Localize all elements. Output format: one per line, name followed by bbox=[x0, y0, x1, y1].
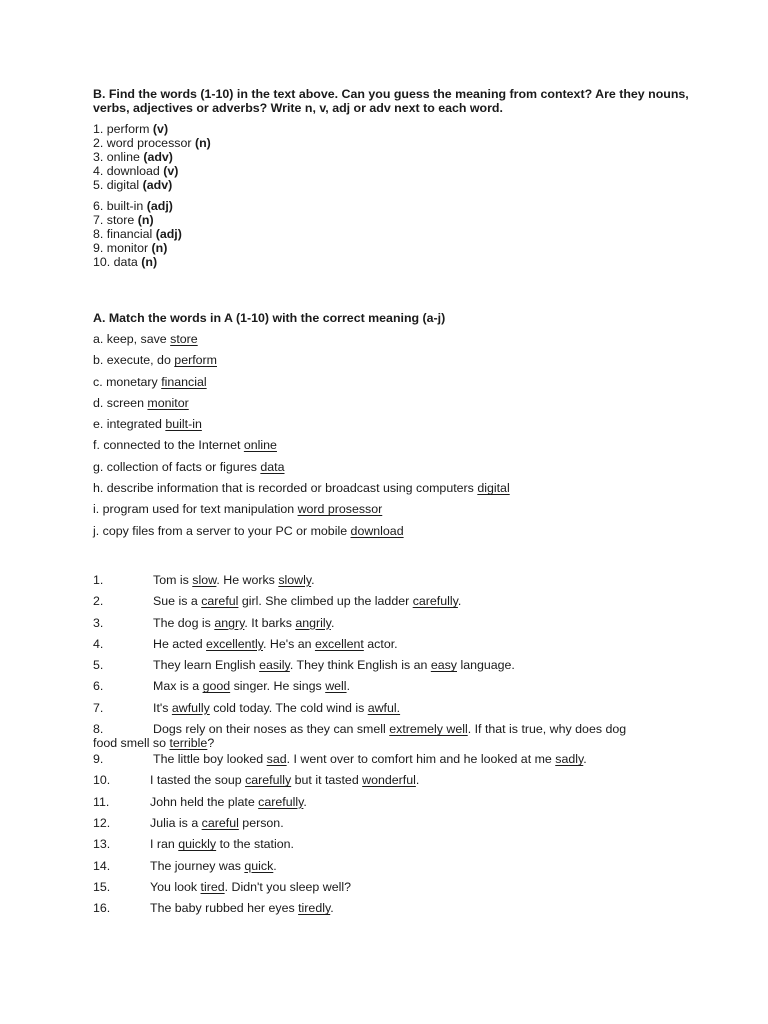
sentence-number: 6. bbox=[93, 679, 104, 694]
section-a-heading: A. Match the words in A (1-10) with the correct meaning (a-j) bbox=[93, 311, 446, 325]
sentence-row bbox=[93, 722, 673, 752]
meaning: j. copy files from a server to your PC or mobile bbox=[93, 523, 348, 538]
sentence-row bbox=[93, 773, 673, 794]
list-item bbox=[93, 199, 211, 213]
sentence-row bbox=[93, 616, 673, 637]
sentence-row bbox=[93, 837, 673, 858]
sentence-number: 8. bbox=[93, 722, 104, 737]
section-a-match-list bbox=[93, 332, 510, 545]
sentence-number: 12. bbox=[93, 815, 111, 830]
sentence-number: 15. bbox=[93, 879, 111, 894]
list-item bbox=[93, 375, 510, 396]
list-item bbox=[93, 227, 211, 241]
list-gap bbox=[93, 192, 211, 199]
word: 5. digital bbox=[93, 178, 140, 192]
meaning: e. integrated bbox=[93, 417, 162, 432]
word: 10. data bbox=[93, 255, 138, 269]
answer: monitor bbox=[147, 395, 189, 410]
list-item bbox=[93, 164, 211, 178]
sentence-row bbox=[93, 816, 673, 837]
meaning: b. execute, do bbox=[93, 353, 171, 368]
sentence-number: 5. bbox=[93, 658, 104, 673]
list-item bbox=[93, 481, 510, 502]
sentence-text: I ran quickly to the station. bbox=[150, 837, 294, 852]
section-b-heading: B. Find the words (1-10) in the text above. Can you guess the meaning from context? Are they nouns, verbs, adjectives or adverbs? Write n, v, adj or adv next to each word. bbox=[93, 87, 689, 115]
list-item bbox=[93, 213, 211, 227]
list-item bbox=[93, 417, 510, 438]
meaning: g. collection of facts or figures bbox=[93, 459, 257, 474]
list-item bbox=[93, 178, 211, 192]
answer: financial bbox=[161, 374, 207, 389]
answer: online bbox=[243, 438, 277, 453]
word: 2. word processor bbox=[93, 136, 192, 150]
word: 1. perform bbox=[93, 122, 150, 136]
list-item bbox=[93, 353, 510, 374]
sentence-text: I tasted the soup carefully but it tasted wonderful. bbox=[150, 773, 420, 788]
section-b-word-list bbox=[93, 122, 211, 269]
sentence-text: Sue is a careful girl. She climbed up the ladder carefully. bbox=[153, 594, 462, 609]
word: 7. store bbox=[93, 213, 135, 227]
sentence-text: The journey was quick. bbox=[150, 858, 277, 873]
sentence-text: Tom is slow. He works slowly. bbox=[153, 573, 315, 587]
list-item bbox=[93, 438, 510, 459]
sentence-row bbox=[93, 679, 673, 700]
word: 4. download bbox=[93, 164, 160, 178]
answer: data bbox=[260, 459, 285, 474]
part-of-speech: (n) bbox=[141, 255, 158, 269]
list-item bbox=[93, 150, 211, 164]
meaning: c. monetary bbox=[93, 374, 158, 389]
sentence-text: The little boy looked sad. I went over to comfort him and he looked at me sadly. bbox=[153, 752, 587, 767]
word: 9. monitor bbox=[93, 241, 149, 255]
meaning: h. describe information that is recorded or broadcast using computers bbox=[93, 481, 474, 496]
part-of-speech: (v) bbox=[152, 122, 169, 136]
answer: digital bbox=[477, 481, 510, 496]
sentence-text: Max is a good singer. He sings well. bbox=[153, 679, 351, 694]
meaning: i. program used for text manipulation bbox=[93, 502, 295, 517]
list-item bbox=[93, 396, 510, 417]
sentence-text: John held the plate carefully. bbox=[150, 794, 307, 809]
sentence-text: Julia is a careful person. bbox=[150, 815, 284, 830]
list-item bbox=[93, 524, 510, 545]
part-of-speech: (adj) bbox=[155, 227, 182, 241]
sentence-number: 16. bbox=[93, 901, 111, 916]
list-item bbox=[93, 241, 211, 255]
sentence-number: 10. bbox=[93, 773, 111, 788]
sentence-row bbox=[93, 594, 673, 615]
word: 3. online bbox=[93, 150, 140, 164]
answer: download bbox=[350, 523, 404, 538]
sentence-number: 13. bbox=[93, 837, 111, 852]
answer: store bbox=[170, 332, 198, 346]
sentence-text-continued: food smell so terrible? bbox=[93, 736, 215, 751]
list-item bbox=[93, 136, 211, 150]
sentence-text: It's awfully cold today. The cold wind is awful. bbox=[153, 700, 401, 715]
sentence-row bbox=[93, 795, 673, 816]
answer: built-in bbox=[165, 417, 202, 432]
part-of-speech: (n) bbox=[194, 136, 211, 150]
answer: word prosessor bbox=[297, 502, 383, 517]
list-item bbox=[93, 502, 510, 523]
list-item bbox=[93, 255, 211, 269]
word: 8. financial bbox=[93, 227, 153, 241]
sentence-row bbox=[93, 573, 673, 594]
sentence-row bbox=[93, 901, 673, 922]
sentence-text: They learn English easily. They think English is an easy language. bbox=[153, 658, 515, 673]
sentence-row bbox=[93, 658, 673, 679]
part-of-speech: (n) bbox=[151, 241, 168, 255]
part-of-speech: (v) bbox=[163, 164, 179, 178]
list-item bbox=[93, 332, 510, 353]
sentence-text: He acted excellently. He's an excellent actor. bbox=[153, 636, 398, 651]
sentence-number: 2. bbox=[93, 594, 104, 609]
meaning: a. keep, save bbox=[93, 332, 167, 346]
sentence-number: 9. bbox=[93, 752, 104, 767]
sentence-row bbox=[93, 637, 673, 658]
sentence-number: 4. bbox=[93, 636, 104, 651]
sentence-text: Dogs rely on their noses as they can smell extremely well. If that is true, why does dog bbox=[153, 722, 627, 737]
sentence-row bbox=[93, 859, 673, 880]
sentence-row bbox=[93, 701, 673, 722]
sentence-number: 7. bbox=[93, 700, 104, 715]
sentence-row bbox=[93, 880, 673, 901]
sentence-number: 3. bbox=[93, 615, 104, 630]
sentence-text: The dog is angry. It barks angrily. bbox=[153, 615, 335, 630]
list-item bbox=[93, 460, 510, 481]
part-of-speech: (n) bbox=[137, 213, 154, 227]
meaning: d. screen bbox=[93, 395, 144, 410]
sentence-number: 1. bbox=[93, 573, 104, 587]
sentence-text: You look tired. Didn't you sleep well? bbox=[150, 879, 351, 894]
meaning: f. connected to the Internet bbox=[93, 438, 241, 453]
part-of-speech: (adv) bbox=[143, 150, 173, 164]
answer: perform bbox=[174, 353, 217, 368]
word: 6. built-in bbox=[93, 199, 144, 213]
sentence-row bbox=[93, 752, 673, 773]
part-of-speech: (adv) bbox=[142, 178, 173, 192]
sentence-text: The baby rubbed her eyes tiredly. bbox=[150, 901, 334, 916]
part-of-speech: (adj) bbox=[146, 199, 173, 213]
list-item bbox=[93, 122, 211, 136]
sentence-number: 11. bbox=[93, 794, 110, 809]
sentence-number: 14. bbox=[93, 858, 111, 873]
adjective-adverb-sentences bbox=[93, 573, 673, 922]
